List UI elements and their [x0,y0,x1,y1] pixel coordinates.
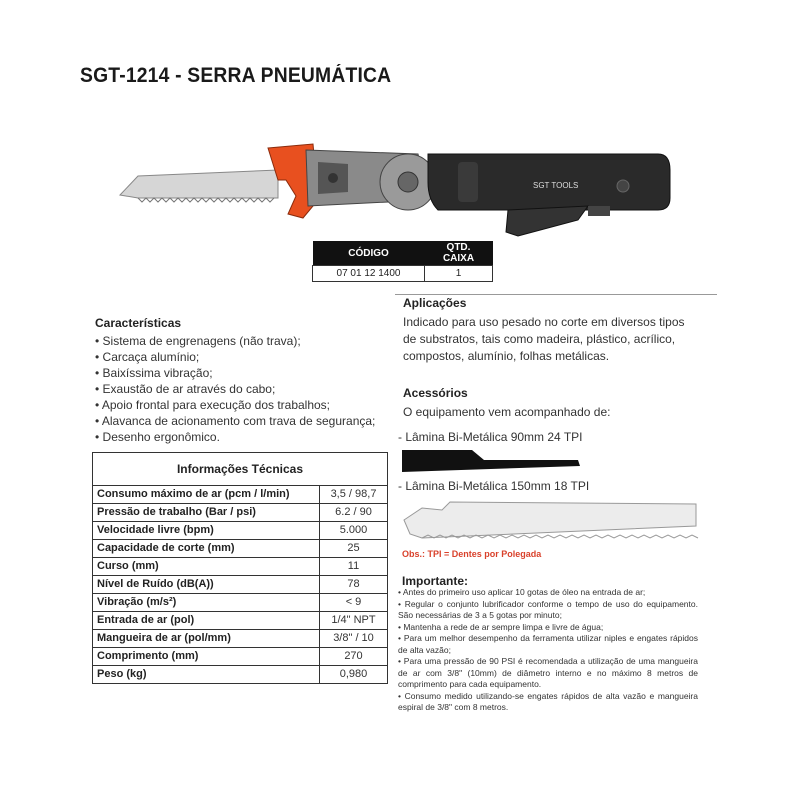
spec-value: 6.2 / 90 [335,506,372,518]
spec-label: Curso (mm) [93,558,320,575]
code-table [312,241,493,282]
spec-label: Mangueira de ar (pol/mm) [93,630,320,647]
tpi-note: Obs.: TPI = Dentes por Polegada [402,549,542,559]
short-blade-image [402,448,582,474]
spec-value: 25 [347,542,360,554]
code-header: CÓDIGO [313,241,425,266]
table-row [93,594,387,612]
features-list [95,333,375,445]
code-value: 07 01 12 1400 [313,266,425,282]
list-item: • Carcaça alumínio; [95,350,200,364]
qty-value: 1 [425,266,493,282]
specs-table [92,452,388,684]
features-title: Características [95,316,182,330]
spec-value: 3/8" / 10 [333,632,374,644]
accessories-intro: O equipamento vem acompanhado de: [403,405,611,419]
table-row [93,630,387,648]
spec-value: 3,5 / 98,7 [330,488,377,500]
important-list [398,587,698,714]
spec-label: Pressão de trabalho (Bar / psi) [93,504,320,521]
applications-title: Aplicações [403,296,467,310]
page-title: SGT-1214 - SERRA PNEUMÁTICA [80,64,392,87]
important-title: Importante: [402,574,468,588]
applications-text [403,314,713,365]
list-item: • Para um melhor desempenho da ferramenta utilizar niples e engates rápidos de alta vazão; [398,633,698,655]
list-item: • Baixíssima vibração; [95,366,213,380]
list-item: • Regular o conjunto lubrificador conforme o tempo de uso do equipamento. São necessárias de 3 a 5 gotas por minuto; [398,598,698,620]
spec-value: 1/4" NPT [331,614,376,626]
list-item: • Para uma pressão de 90 PSI é recomendada a utilização de uma mangueira de ar com 3/8" (10mm) de diâmetro interno e no máximo 8 metros de comprimento para cada equipamento. [398,656,698,689]
spec-label: Vibração (m/s²) [93,594,320,611]
text-line: Indicado para uso pesado no corte em diversos tipos [403,315,685,329]
table-row [93,612,387,630]
table-row [93,486,387,504]
list-item: • Desenho ergonômico. [95,430,220,444]
list-item: • Antes do primeiro uso aplicar 10 gotas de óleo na entrada de ar; [398,587,646,597]
table-row [93,504,387,522]
accessory-item-1: - Lâmina Bi-Metálica 90mm 24 TPI [398,430,583,444]
table-row [93,666,387,683]
list-item: • Alavanca de acionamento com trava de segurança; [95,414,376,428]
spec-label: Capacidade de corte (mm) [93,540,320,557]
list-item: • Mantenha a rede de ar sempre limpa e livre de água; [398,621,604,632]
spec-value: 11 [347,560,360,572]
text-line: compostos, alumínio, folhas metálicas. [403,349,610,363]
table-row [93,522,387,540]
spec-label: Consumo máximo de ar (pcm / l/min) [93,486,320,503]
spec-label: Peso (kg) [93,666,320,683]
spec-value: 270 [344,650,363,662]
spec-label: Nível de Ruído (dB(A)) [93,576,320,593]
list-item: • Exaustão de ar através do cabo; [95,382,276,396]
table-row [93,576,387,594]
list-item: • Consumo medido utilizando-se engates rápidos de alta vazão e mangueira espiral de 3/8" com 8 metros. [398,690,698,712]
qty-header: QTD. CAIXA [425,241,493,266]
table-row [93,558,387,576]
spec-value: 0,980 [339,668,368,680]
table-row [93,540,387,558]
brand-text: SGT TOOLS [533,181,579,190]
spec-value: 78 [347,578,360,590]
list-item: • Sistema de engrenagens (não trava); [95,334,301,348]
spec-label: Comprimento (mm) [93,648,320,665]
spec-value: 5.000 [339,524,368,536]
long-blade-image [402,498,700,544]
divider [395,294,717,295]
specs-title: Informações Técnicas [93,453,387,486]
spec-label: Velocidade livre (bpm) [93,522,320,539]
spec-value: < 9 [345,596,362,608]
table-row [93,648,387,666]
accessory-item-2: - Lâmina Bi-Metálica 150mm 18 TPI [398,479,590,493]
spec-label: Entrada de ar (pol) [93,612,320,629]
accessories-title: Acessórios [403,386,468,400]
list-item: • Apoio frontal para execução dos trabalhos; [95,398,331,412]
text-line: de substratos, tais como madeira, plástico, acrílico, [403,332,676,346]
